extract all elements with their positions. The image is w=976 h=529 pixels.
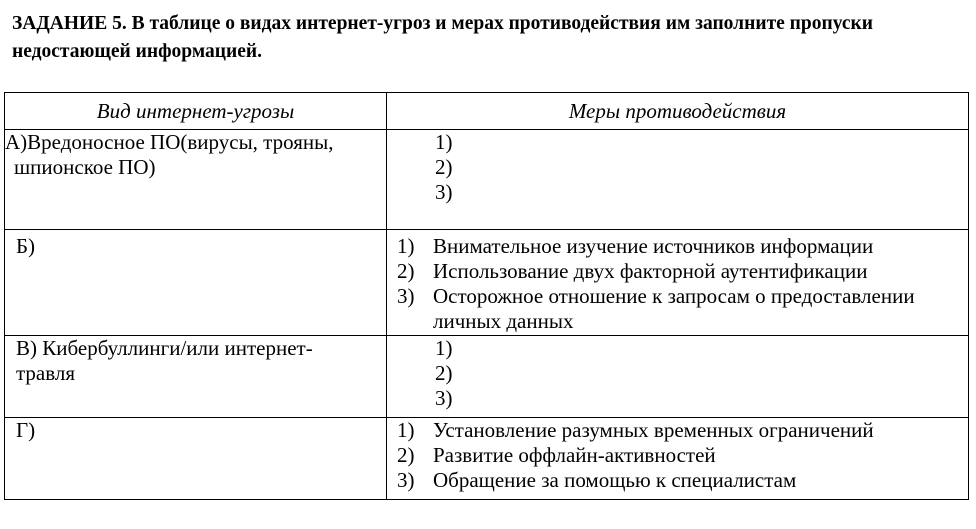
measure-item [387,418,968,443]
measure-blank: 1) [435,336,453,360]
measure-blank: 2) [435,361,453,385]
table-header-row [5,93,969,130]
measure-text: Развитие оффлайн-активностей [433,443,716,467]
measures-cell [387,336,969,418]
threat-text: Г) [16,418,36,442]
measure-item [387,443,968,468]
measure-number: 3) [397,468,415,492]
threat-cell [5,418,387,500]
threat-cell [5,336,387,418]
threat-text-continued: травля [16,361,76,385]
header-countermeasures: Меры противодействия [387,93,969,130]
measures-list [387,418,968,493]
measures-list [387,130,968,205]
measures-cell [387,230,969,336]
measure-text: Внимательное изучение источников информации [433,234,874,258]
measure-item [387,284,968,334]
header-threat-type: Вид интернет-угрозы [5,93,387,130]
measure-number: 3) [397,284,415,308]
measure-text: Осторожное отношение к запросам о предоставлении личных данных [433,284,915,333]
measure-number: 1) [397,234,415,258]
measure-blank: 1) [435,130,453,154]
threat-text-continued: шпионское ПО) [14,155,156,179]
measure-blank: 2) [435,155,453,179]
table-row [5,418,969,500]
measure-number: 2) [397,443,415,467]
measure-blank: 3) [435,386,453,410]
threat-text: А)Вредоносное ПО(вирусы, трояны, [5,130,334,154]
task-title: ЗАДАНИЕ 5. В таблице о видах интернет-угроз и мерах противодействия им заполните пропуски недостающей информацией. [12,13,874,62]
threats-table [4,92,969,500]
measure-text: Установление разумных временных ограничений [433,418,874,442]
measures-cell [387,130,969,230]
measure-text: Обращение за помощью к специалистам [433,468,797,492]
measure-number: 2) [397,259,415,283]
threat-text: В) Кибербуллинги/или интернет- [16,336,313,360]
table-row [5,130,969,230]
table-row [5,230,969,336]
threat-cell [5,130,387,230]
measures-list [387,336,968,411]
table-row [5,336,969,418]
measure-item [387,234,968,259]
threat-cell [5,230,387,336]
measures-list [387,230,968,334]
measure-text: Использование двух факторной аутентификации [433,259,868,283]
measures-cell [387,418,969,500]
measure-item [387,259,968,284]
threat-text: Б) [16,234,36,258]
measure-blank: 3) [435,180,453,204]
measure-item [387,468,968,493]
measure-number: 1) [397,418,415,442]
